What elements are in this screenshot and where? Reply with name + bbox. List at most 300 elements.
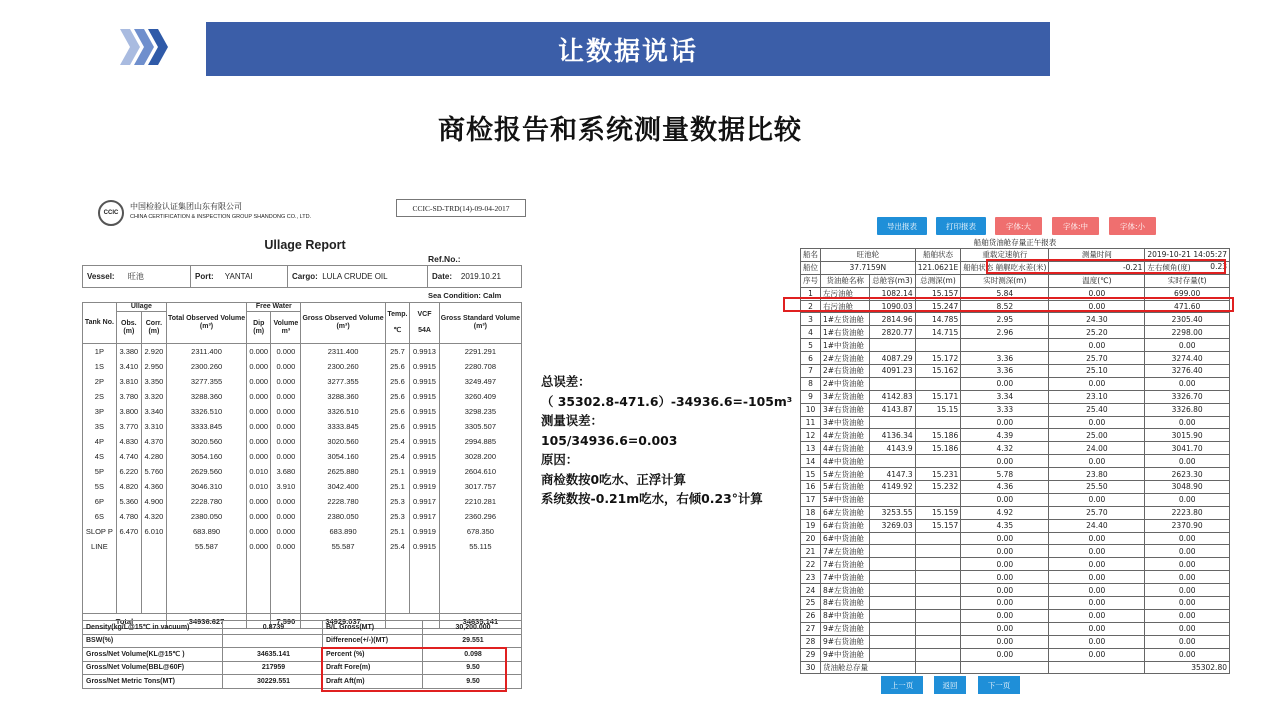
report-cell: 2228.780 [166,494,246,509]
tank-cell: 15.157 [915,287,961,300]
tank-cell: 0.00 [1049,339,1145,352]
tank-cell: 0.00 [1145,545,1230,558]
back-button[interactable]: 返回 [934,676,966,694]
tank-cell: 2305.40 [1145,313,1230,326]
tank-cell: 25.00 [1049,429,1145,442]
report-cell: 4.780 [116,509,141,524]
tank-cell: 13 [801,442,821,455]
report-cell: 2604.610 [439,464,521,479]
col-vcf: VCF 54A [410,303,440,344]
tank-cell: 5.78 [961,468,1049,481]
report-cell: 0.9915 [410,374,440,389]
total-label: 货油舱总存量 [821,661,916,674]
summary-cell: 30229.551 [223,675,323,689]
report-cell: 0.000 [247,509,271,524]
report-cell: 25.4 [385,449,410,464]
draft-heel-highlight-box [986,259,1226,274]
tank-cell: 0.00 [1049,609,1145,622]
report-cell: 3288.360 [166,389,246,404]
tank-cell: 2820.77 [870,326,915,339]
tank-cell: 0.00 [1145,622,1230,635]
tank-cell: 7#右货油舱 [821,558,870,571]
tank-cell: 0.00 [1049,584,1145,597]
tank-cell: 1#右货油舱 [821,326,870,339]
report-cell: 3028.200 [439,449,521,464]
vessel-info-table [82,265,522,288]
report-cell: 4.740 [116,449,141,464]
tank-cell [915,558,961,571]
report-total-cell: 34936.627 [166,614,246,629]
report-cell: 0.9915 [410,359,440,374]
report-cell: 4.900 [141,494,166,509]
report-row [83,509,522,524]
tank-cell: 3274.40 [1145,352,1230,365]
measure-time-label: 测量时间 [1049,249,1145,262]
tank-cell [870,493,915,506]
tank-cell [870,339,915,352]
report-row [83,344,522,359]
company-name-en: CHINA CERTIFICATION & INSPECTION GROUP SHANDONG CO., LTD. [130,214,312,220]
tank-cell: 2#右货油舱 [821,365,870,378]
report-cell: 4S [83,449,117,464]
total-no: 30 [801,661,821,674]
report-cell: 4.280 [141,449,166,464]
tank-cell: 3015.90 [1145,429,1230,442]
tank-row [801,326,1230,339]
tank-cell: 3041.70 [1145,442,1230,455]
tank-cell: 25.20 [1049,326,1145,339]
tank-cell: 24 [801,584,821,597]
col-temp: Temp. ℃ [385,303,410,344]
tank-row [801,584,1230,597]
summary-cell: Gross/Net Volume(BBL@60F) [83,661,223,675]
summary-cell: 29.551 [423,634,522,648]
report-cell: 25.6 [385,404,410,419]
report-cell: 55.115 [439,539,521,554]
report-row [83,374,522,389]
report-blank-row [83,554,522,569]
port-label: Port: [195,272,214,281]
report-cell: 2360.296 [439,509,521,524]
report-cell: 0.000 [247,374,271,389]
tank-cell: 0.00 [1049,287,1145,300]
column-header: 温度(℃) [1049,274,1145,287]
tank-cell: 2623.30 [1145,468,1230,481]
tank-cell: 0.00 [1145,558,1230,571]
tank-cell: 0.00 [961,609,1049,622]
report-row [83,389,522,404]
report-cell [439,584,521,599]
tank-cell [915,545,961,558]
tank-cell: 1#中货油舱 [821,339,870,352]
report-cell: 4P [83,434,117,449]
report-cell: 3054.160 [301,449,385,464]
tank-cell: 25 [801,597,821,610]
total-value: 35302.80 [1145,661,1230,674]
tank-cell: 0.00 [1145,648,1230,661]
report-cell [141,569,166,584]
tank-cell: 699.00 [1145,287,1230,300]
column-header: 实时存量(t) [1145,274,1230,287]
tank-cell [870,545,915,558]
report-cell [385,569,410,584]
report-cell: 3.410 [116,359,141,374]
report-cell: 1S [83,359,117,374]
report-cell: 2300.260 [166,359,246,374]
tank-cell: 2#左货油舱 [821,352,870,365]
report-cell: 0.000 [247,389,271,404]
tank-cell: 0.00 [961,597,1049,610]
tank-cell: 0.00 [961,545,1049,558]
chevrons-icon [118,27,172,67]
report-cell [439,569,521,584]
tank-cell: 0.00 [961,648,1049,661]
tank-row [801,429,1230,442]
report-cell: 0.9915 [410,539,440,554]
report-row [83,539,522,554]
report-cell [301,599,385,614]
report-cell: 3.800 [116,404,141,419]
summary-cell: 0.098 [423,648,522,662]
sea-condition: Sea Condition: Calm [428,291,502,300]
prev-page-button[interactable]: 上一页 [881,676,923,694]
tank-cell [870,584,915,597]
summary-cell: 217959 [223,661,323,675]
tank-cell [870,455,915,468]
report-cell: SLOP P [83,524,117,539]
total-empty [1049,661,1145,674]
tank-cell: 15.162 [915,365,961,378]
report-cell: 0.000 [271,434,301,449]
total-empty [961,661,1049,674]
report-cell: 25.7 [385,344,410,359]
report-cell [116,554,141,569]
font-large-button[interactable]: 字体:大 [995,217,1042,235]
report-cell: 0.9915 [410,389,440,404]
tank-cell: 4#右货油舱 [821,442,870,455]
tank-cell [915,339,961,352]
tank-cell [915,635,961,648]
summary-cell: Percent (%) [323,648,423,662]
tank-cell: 7#左货油舱 [821,545,870,558]
vessel-label: Vessel: [87,272,115,281]
report-cell: 25.1 [385,479,410,494]
summary-cell: 34635.141 [223,648,323,662]
tank-cell [915,455,961,468]
report-cell: 3.310 [141,419,166,434]
tank-cell: 8#中货油舱 [821,609,870,622]
report-cell: 3.680 [271,464,301,479]
report-cell: 3298.235 [439,404,521,419]
column-header: 实时测深(m) [961,274,1049,287]
tank-cell: 0.00 [961,571,1049,584]
tank-cell: 15.247 [915,300,961,313]
ship-status-label: 船舶状态 [915,249,961,262]
tank-cell: 23.10 [1049,390,1145,403]
summary-cell: B/L Gross(MT) [323,621,423,635]
tank-cell [915,597,961,610]
export-report-button[interactable]: 导出报表 [877,217,927,235]
tank-cell: 3269.03 [870,519,915,532]
next-page-button[interactable]: 下一页 [978,676,1020,694]
report-cell: 3305.507 [439,419,521,434]
print-report-button[interactable]: 打印报表 [936,217,986,235]
tank-cell: 3.36 [961,365,1049,378]
header-banner: 让数据说话 [206,22,1050,76]
analysis-line: 商检数按0吃水、正浮计算 [541,471,686,487]
tank-row [801,648,1230,661]
tank-cell: 8#左货油舱 [821,584,870,597]
tank-cell: 0.00 [1145,584,1230,597]
summary-cell: BSW(%) [83,634,223,648]
tank-cell [870,416,915,429]
tank-cell: 15.157 [915,519,961,532]
report-cell: 3326.510 [301,404,385,419]
tank-cell [915,584,961,597]
report-cell [410,554,440,569]
tank-cell [915,493,961,506]
tank-cell: 0.00 [1049,597,1145,610]
report-cell [271,569,301,584]
tank-cell: 2 [801,300,821,313]
tank-row [801,339,1230,352]
tank-cell: 0.00 [961,584,1049,597]
report-cell: 2994.885 [439,434,521,449]
tank-cell: 1#左货油舱 [821,313,870,326]
report-cell: 0.000 [271,524,301,539]
tank-cell: 9 [801,390,821,403]
tank-cell [915,609,961,622]
report-cell: 0.000 [247,419,271,434]
tank-cell: 25.70 [1049,506,1145,519]
tank-cell: 0.00 [1145,532,1230,545]
report-cell: 25.6 [385,359,410,374]
ccic-logo: CCIC [98,200,124,226]
report-cell: 2.920 [141,344,166,359]
report-cell: 0.9915 [410,434,440,449]
tank-cell: 1090.03 [870,300,915,313]
report-title: Ullage Report [264,238,346,252]
report-cell: 2311.400 [166,344,246,359]
tank-row [801,377,1230,390]
tank-cell [870,609,915,622]
tank-cell [915,622,961,635]
slop-tank-highlight-box [783,297,1234,312]
tank-row [801,506,1230,519]
tank-row [801,455,1230,468]
col-obs: Obs. (m) [116,312,141,344]
report-cell: 2380.050 [301,509,385,524]
tank-cell: 0.00 [961,377,1049,390]
tank-cell: 18 [801,506,821,519]
tank-cell: 4#中货油舱 [821,455,870,468]
report-cell: 5P [83,464,117,479]
tank-cell: 4143.87 [870,403,915,416]
tank-cell: 0.00 [1049,455,1145,468]
tank-cell [915,377,961,390]
tank-cell: 15.231 [915,468,961,481]
tank-cell: 0.00 [1049,377,1145,390]
tank-cell: 0.00 [1049,493,1145,506]
document-code: CCIC-SD-TRD(14)-09-04-2017 [396,199,526,217]
report-cell: 2300.260 [301,359,385,374]
report-cell [247,584,271,599]
tank-row [801,532,1230,545]
report-cell: 0.000 [247,539,271,554]
report-row [83,434,522,449]
tank-cell: 1082.14 [870,287,915,300]
report-cell: 5.360 [116,494,141,509]
report-cell: LINE [83,539,117,554]
tank-row [801,442,1230,455]
measure-time: 2019-10-21 14:05:27 [1145,249,1230,262]
longitude: 121.0621E [915,261,961,274]
tank-cell: 8 [801,377,821,390]
tank-cell: 17 [801,493,821,506]
tank-row [801,558,1230,571]
report-row [83,464,522,479]
col-free-water: Free Water [247,303,301,312]
summary-cell: Density(kg/L@15℃ in vacuum) [83,621,223,635]
tank-cell: 6#左货油舱 [821,506,870,519]
report-cell: 0.000 [247,494,271,509]
report-cell [410,599,440,614]
report-blank-row [83,584,522,599]
report-cell: 0.000 [247,359,271,374]
tank-cell: 3.33 [961,403,1049,416]
cargo-value: LULA CRUDE OIL [322,272,388,281]
column-header: 总测深(m) [915,274,961,287]
summary-cell: 30,200.000 [423,621,522,635]
report-cell [439,554,521,569]
report-cell [83,599,117,614]
report-cell: 3S [83,419,117,434]
tank-cell: 0.00 [1049,532,1145,545]
company-name-cn: 中国检验认证集团山东有限公司 [130,202,242,211]
tank-cell: 14 [801,455,821,468]
tank-cell: 4.35 [961,519,1049,532]
report-cell: 0.9915 [410,449,440,464]
report-cell: 2380.050 [166,509,246,524]
report-cell: 25.6 [385,374,410,389]
ullage-table [82,302,522,629]
tank-cell: 0.00 [1145,571,1230,584]
report-cell [116,539,141,554]
report-cell [271,554,301,569]
tank-cell [870,635,915,648]
col-gsv: Gross Standard Volume (m³) [439,303,521,344]
report-cell [83,569,117,584]
tank-cell: 3276.40 [1145,365,1230,378]
report-cell: 3042.400 [301,479,385,494]
tank-cell: 8#右货油舱 [821,597,870,610]
report-cell: 25.1 [385,524,410,539]
tank-cell: 0.00 [961,416,1049,429]
report-cell: 3017.757 [439,479,521,494]
report-cell: 3333.845 [301,419,385,434]
report-cell: 0.000 [271,509,301,524]
font-small-button[interactable]: 字体:小 [1109,217,1156,235]
report-cell: 4.820 [116,479,141,494]
report-cell: 3326.510 [166,404,246,419]
tank-row [801,545,1230,558]
tank-cell: 0.00 [1049,416,1145,429]
tank-cell: 0.00 [1049,300,1145,313]
report-cell [83,584,117,599]
tank-cell: 7#中货油舱 [821,571,870,584]
report-cell: 3.320 [141,389,166,404]
report-cell: 2P [83,374,117,389]
report-cell: 0.9913 [410,344,440,359]
tank-cell: 4.39 [961,429,1049,442]
report-cell: 0.000 [271,344,301,359]
tank-cell: 2#中货油舱 [821,377,870,390]
report-cell: 0.000 [271,449,301,464]
tank-cell [870,648,915,661]
tank-cell [915,416,961,429]
latitude: 37.7159N [821,261,916,274]
tank-cell: 5#右货油舱 [821,481,870,494]
tank-row [801,493,1230,506]
tank-cell: 15.159 [915,506,961,519]
tank-cell: 25.10 [1049,365,1145,378]
tank-cell: 左污油舱 [821,287,870,300]
report-cell [116,599,141,614]
report-cell: 0.000 [271,494,301,509]
font-medium-button[interactable]: 字体:中 [1052,217,1099,235]
tank-cell: 3#右货油舱 [821,403,870,416]
tank-cell: 4.32 [961,442,1049,455]
page-title: 商检报告和系统测量数据比较 [438,115,802,146]
tank-cell: 24.40 [1049,519,1145,532]
ship-name: 旺池轮 [821,249,916,262]
tank-cell: 2814.96 [870,313,915,326]
tank-cell: 5.84 [961,287,1049,300]
tank-cell: 10 [801,403,821,416]
vessel-value: 旺池 [127,272,144,281]
tank-cell: 5#左货油舱 [821,468,870,481]
report-cell [166,554,246,569]
draft-value: -0.21 [1049,261,1145,274]
report-cell: 0.9915 [410,419,440,434]
tank-cell: 4 [801,326,821,339]
summary-row [83,634,522,648]
date-value: 2019.10.21 [460,272,501,281]
tank-cell: 0.00 [1145,416,1230,429]
report-cell: 0.9917 [410,494,440,509]
report-cell: 0.000 [247,344,271,359]
report-cell: 5S [83,479,117,494]
tank-cell [915,532,961,545]
analysis-line: 105/34936.6=0.003 [541,432,678,448]
report-cell: 3.340 [141,404,166,419]
report-cell: 3249.497 [439,374,521,389]
summary-cell: 9.50 [423,661,522,675]
report-cell: 6S [83,509,117,524]
analysis-line: 原因： [541,452,579,467]
report-cell: 6P [83,494,117,509]
tank-cell: 0.00 [961,622,1049,635]
report-cell: 0.000 [247,524,271,539]
tank-cell: 24.00 [1049,442,1145,455]
col-corr: Corr. (m) [141,312,166,344]
tank-cell: 2370.90 [1145,519,1230,532]
tank-row [801,571,1230,584]
tank-cell: 4143.9 [870,442,915,455]
report-cell [410,569,440,584]
tank-row [801,635,1230,648]
report-row [83,449,522,464]
